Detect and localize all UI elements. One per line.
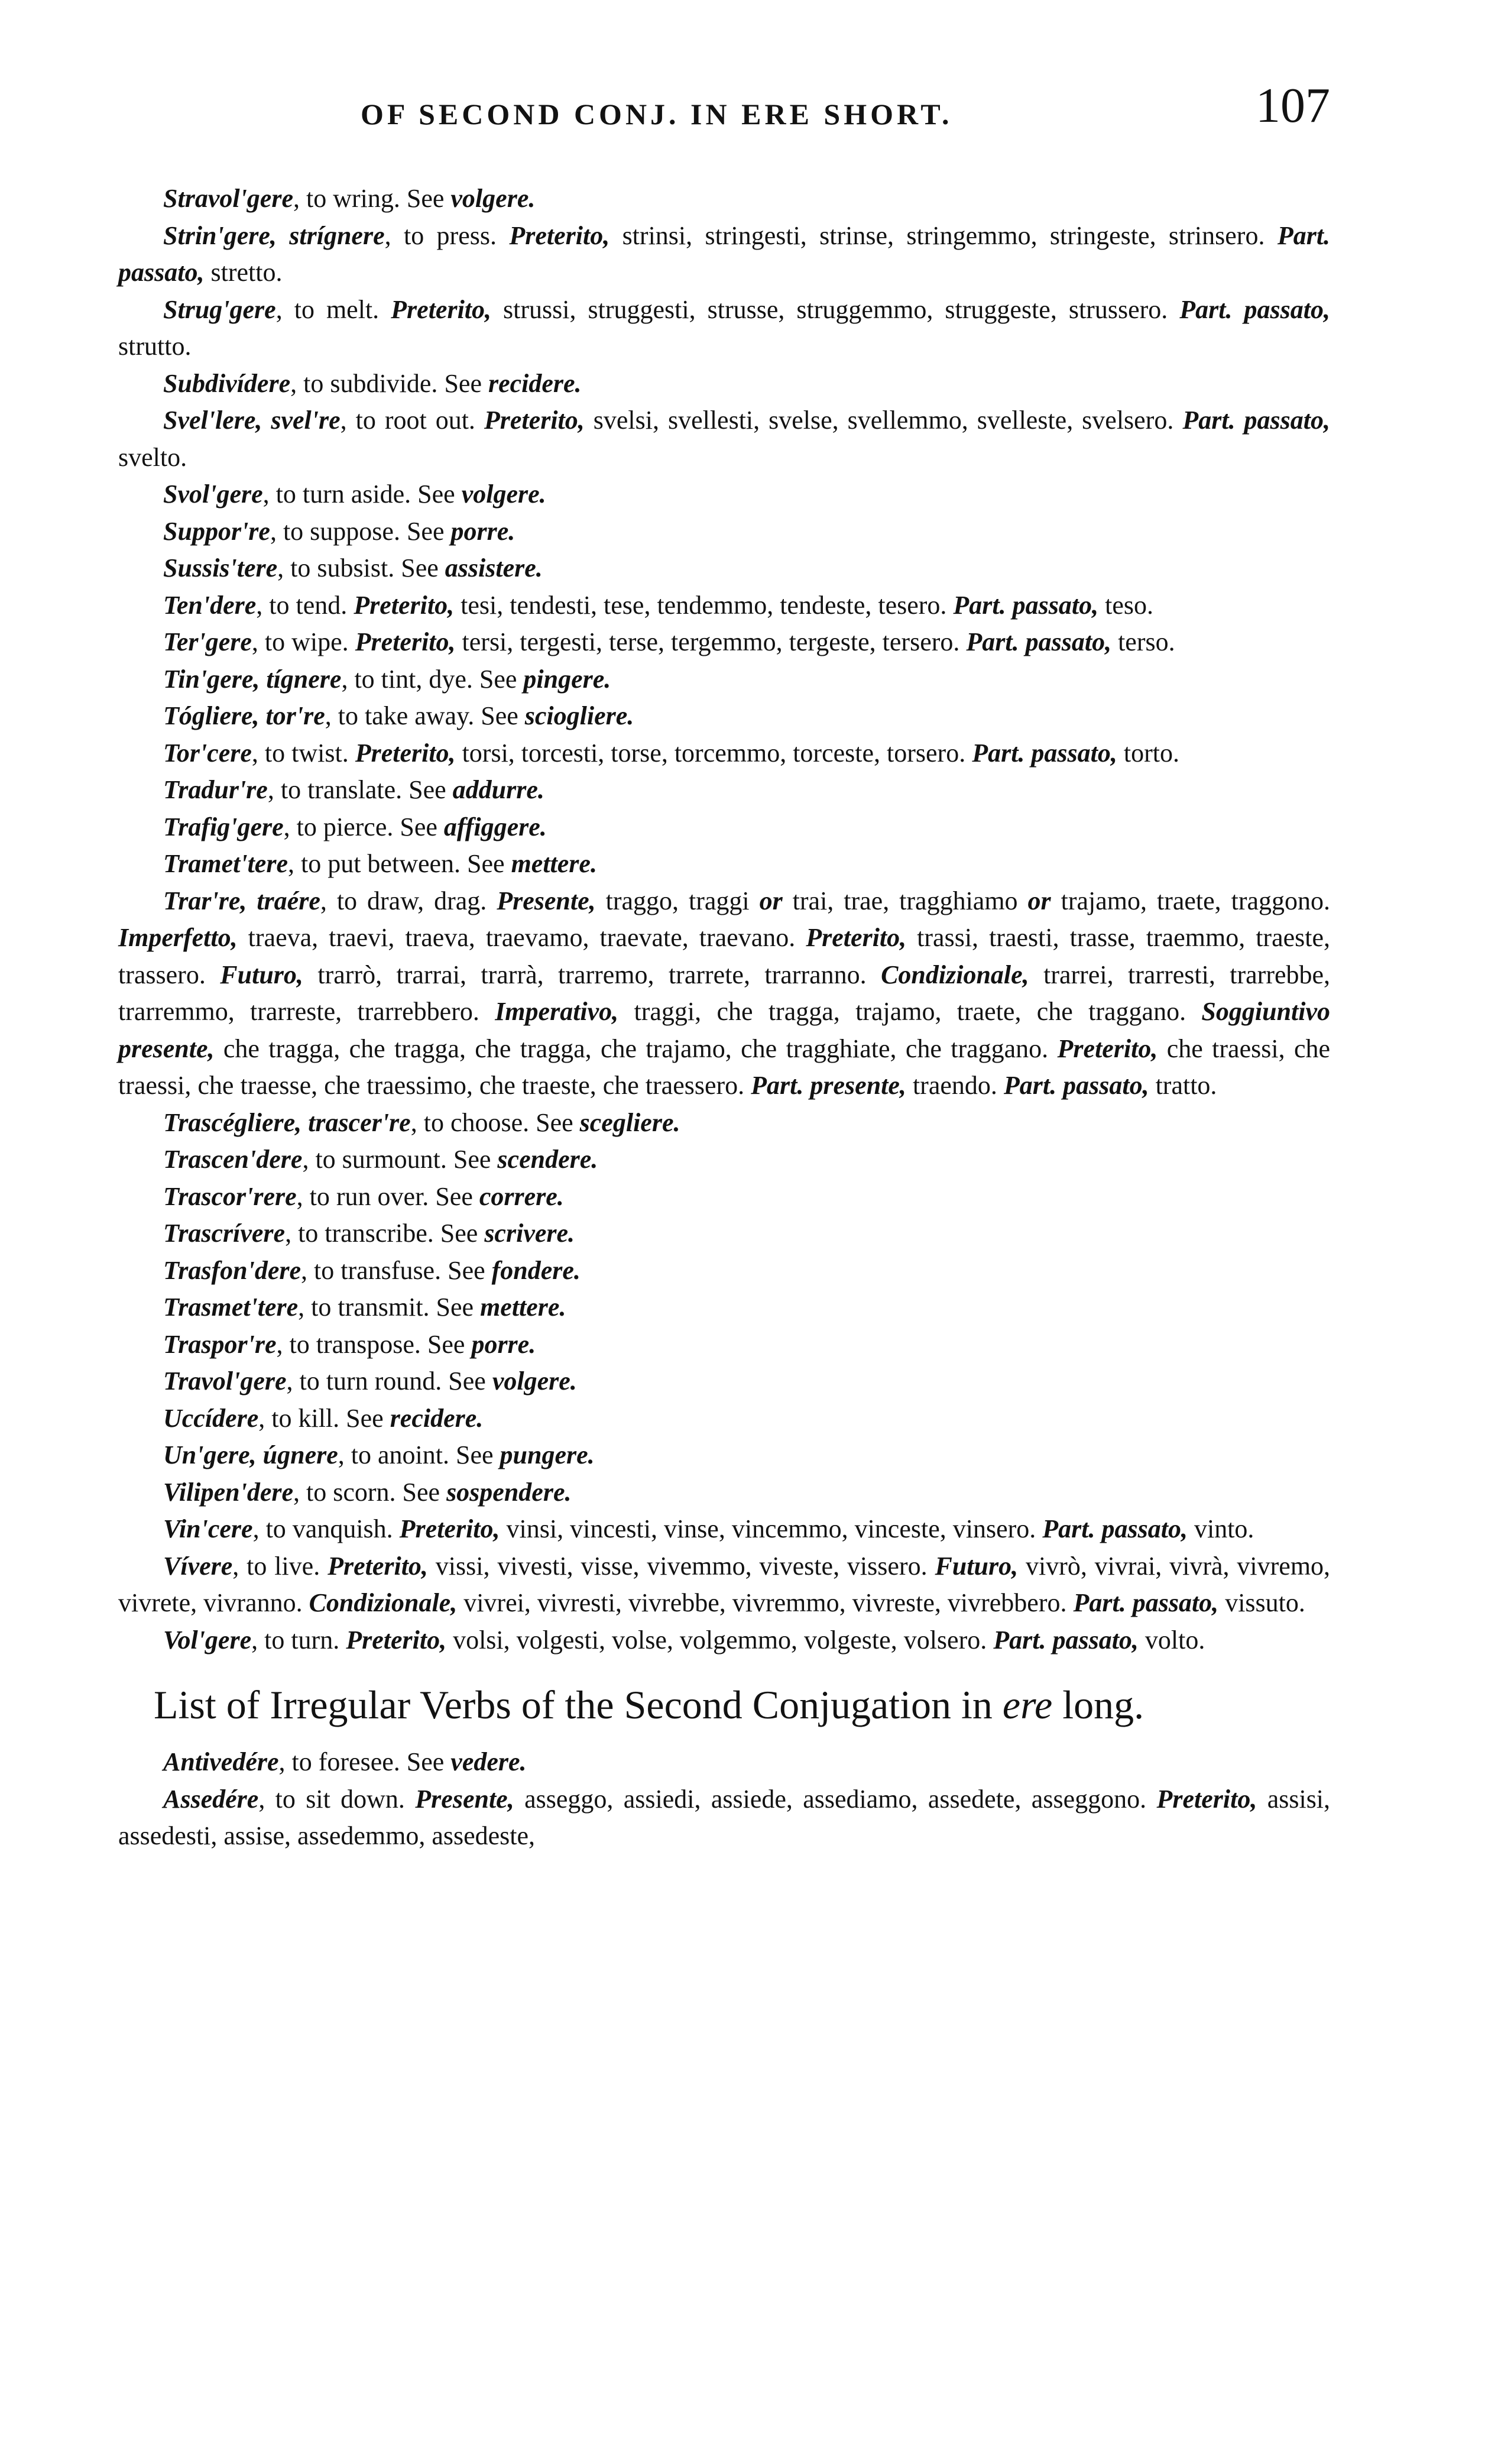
forms: terso. xyxy=(1118,627,1175,656)
see-label: See xyxy=(417,480,455,509)
or-label: or xyxy=(759,886,783,915)
see-label: See xyxy=(400,812,437,841)
headword: Sussis'tere xyxy=(163,553,278,582)
gloss: , to translate. xyxy=(267,775,403,804)
see-label: See xyxy=(406,1747,445,1776)
cross-reference: sciogliere. xyxy=(524,701,634,730)
tense-label: Part. passato, xyxy=(118,221,1331,287)
gloss: , to run over. xyxy=(296,1181,429,1211)
tense-label: Preterito, xyxy=(509,221,610,250)
headword: Travol'gere xyxy=(163,1367,287,1395)
see-label: See xyxy=(408,775,446,804)
forms: vissuto. xyxy=(1225,1588,1305,1617)
gloss: , to live. xyxy=(232,1551,320,1581)
verb-entry xyxy=(118,550,1330,587)
gloss: , to foresee. xyxy=(278,1747,400,1776)
forms: trajamo, traete, traggono. xyxy=(1061,886,1331,915)
headword: Antivedére xyxy=(163,1747,279,1776)
forms: tratto. xyxy=(1155,1071,1217,1100)
see-label: See xyxy=(467,849,505,878)
cross-reference: correre. xyxy=(479,1181,564,1211)
tense-label: Part. passato, xyxy=(1042,1514,1188,1543)
headword: Assedére xyxy=(163,1784,259,1814)
gloss: , to sit down. xyxy=(258,1784,405,1814)
gloss: , to transmit. xyxy=(298,1293,430,1322)
tense-label: Part. passato, xyxy=(972,738,1117,768)
forms: trarrò, trarrai, trarrà, trarremo, trarrete, trarranno. xyxy=(317,960,867,989)
cross-reference: porre. xyxy=(471,1329,536,1359)
verb-entry xyxy=(118,292,1330,365)
headword: Tradur're xyxy=(163,775,268,804)
gloss: , to transpose. xyxy=(276,1329,421,1359)
gloss: , to scorn. xyxy=(293,1477,396,1507)
headword: Vívere xyxy=(163,1551,233,1581)
tense-label: Preterito, xyxy=(484,406,585,435)
verb-entry xyxy=(118,735,1330,772)
gloss: , to press. xyxy=(384,221,497,250)
see-label: See xyxy=(440,1219,478,1248)
gloss: , to put between. xyxy=(287,849,461,878)
forms: strinsi, stringesti, strinse, stringemmo, stringeste, strinsero. xyxy=(622,221,1265,250)
tense-label: Preterito, xyxy=(354,590,455,620)
cross-reference: sospendere. xyxy=(446,1477,572,1507)
cross-reference: recidere. xyxy=(390,1403,484,1433)
page-body xyxy=(118,180,1330,1855)
headword: Trasmet'tere xyxy=(163,1293,299,1322)
see-label: See xyxy=(481,701,518,730)
verb-entry xyxy=(118,587,1330,624)
gloss: , to choose. xyxy=(410,1108,530,1137)
see-label: See xyxy=(406,516,445,546)
cross-reference: assistere. xyxy=(445,553,543,582)
headword: Traspor're xyxy=(163,1329,277,1359)
verb-entry-assedere xyxy=(118,1781,1330,1855)
heading-italic: ere xyxy=(1002,1682,1053,1727)
page-number: 107 xyxy=(1256,78,1330,133)
headword: Stravol'gere xyxy=(163,184,293,213)
verb-entry xyxy=(118,1252,1330,1290)
gloss: , to wipe. xyxy=(251,627,349,656)
headword: Un'gere, úgnere xyxy=(163,1440,338,1469)
cross-reference: volgere. xyxy=(492,1367,577,1395)
cross-reference: volgere. xyxy=(450,184,536,213)
verb-entry xyxy=(118,402,1330,476)
cross-reference: pingere. xyxy=(523,664,611,694)
running-head: OF SECOND CONJ. IN ERE SHORT. xyxy=(361,98,953,131)
verb-entry xyxy=(118,661,1330,698)
verb-entry xyxy=(118,1289,1330,1326)
verb-entry xyxy=(118,180,1330,218)
gloss: , to draw, drag. xyxy=(320,886,487,915)
forms: vinto. xyxy=(1194,1514,1254,1543)
headword: Ter'gere xyxy=(163,627,252,656)
tense-label: Condizionale, xyxy=(309,1588,458,1617)
forms: strutto. xyxy=(118,332,192,361)
headword: Subdivídere xyxy=(163,368,291,398)
tense-label: Part. presente, xyxy=(751,1071,906,1100)
tense-label: Futuro, xyxy=(935,1551,1019,1581)
verb-entry-vivere xyxy=(118,1548,1330,1622)
headword: Vilipen'dere xyxy=(163,1477,293,1507)
cross-reference: scrivere. xyxy=(484,1219,575,1248)
headword: Strug'gere xyxy=(163,294,276,324)
tense-label: Part. passato, xyxy=(1179,294,1330,324)
tense-label: Preterito, xyxy=(1156,1784,1257,1814)
headword: Tor'cere xyxy=(163,738,252,768)
gloss: , to tend. xyxy=(256,590,348,620)
verb-entry xyxy=(118,1178,1330,1216)
verb-entry xyxy=(118,1326,1330,1364)
tense-label: Part. passato, xyxy=(953,590,1099,620)
headword: Trascrívere xyxy=(163,1219,286,1248)
see-label: See xyxy=(536,1108,573,1137)
tense-label: Preterito, xyxy=(399,1514,500,1543)
see-label: See xyxy=(448,1255,485,1285)
headword: Tógliere, tor're xyxy=(163,701,325,730)
see-label: See xyxy=(346,1403,384,1433)
verb-entry xyxy=(118,1141,1330,1178)
forms: vivrei, vivresti, vivrebbe, vivremmo, vivreste, vivrebbero. xyxy=(463,1588,1067,1617)
verb-entry xyxy=(118,1105,1330,1142)
verb-entry xyxy=(118,1363,1330,1400)
forms: trassi, traesti, trasse, traemmo, traeste, trassero. xyxy=(118,923,1331,989)
verb-entry xyxy=(118,476,1330,513)
tense-label: Part. passato, xyxy=(1003,1071,1149,1100)
forms: traeva, traevi, traeva, traevamo, traevate, traevano. xyxy=(248,923,796,952)
forms: volto. xyxy=(1144,1625,1205,1654)
see-label: See xyxy=(453,1145,491,1174)
gloss: , to root out. xyxy=(340,406,475,435)
gloss: , to turn aside. xyxy=(262,480,411,509)
tense-label: Preterito, xyxy=(328,1551,428,1581)
cross-reference: addurre. xyxy=(452,775,544,804)
see-label: See xyxy=(479,664,517,694)
heading-text-end: long. xyxy=(1062,1682,1144,1727)
forms: teso. xyxy=(1105,590,1154,620)
forms: vissi, vivesti, visse, vivemmo, viveste, vissero. xyxy=(435,1551,928,1581)
cross-reference: scendere. xyxy=(497,1145,598,1174)
verb-entry xyxy=(118,218,1330,292)
cross-reference: mettere. xyxy=(511,849,597,878)
forms: trarrei, trarresti, trarrebbe, trarremmo, trarreste, trarrebbero. xyxy=(118,960,1331,1026)
cross-reference: fondere. xyxy=(491,1255,581,1285)
gloss: , to tint, dye. xyxy=(341,664,473,694)
tense-label: Part. passato, xyxy=(966,627,1112,656)
tense-label: Part. passato, xyxy=(993,1625,1139,1654)
verb-entry xyxy=(118,809,1330,846)
headword: Trascégliere, trascer're xyxy=(163,1108,411,1137)
gloss: , to subsist. xyxy=(277,553,395,582)
section-heading xyxy=(154,1680,1330,1730)
headword: Svol'gere xyxy=(163,480,263,509)
cross-reference: mettere. xyxy=(480,1293,566,1322)
gloss: , to melt. xyxy=(275,294,380,324)
tense-label: Preterito, xyxy=(806,923,907,952)
headword: Uccídere xyxy=(163,1403,259,1433)
forms: volsi, volgesti, volse, volgemmo, volgeste, volsero. xyxy=(453,1625,987,1654)
forms: trai, trae, tragghiamo xyxy=(792,886,1018,915)
tense-label: Presente, xyxy=(497,886,596,915)
gloss: , to take away. xyxy=(325,701,475,730)
tense-label: Preterito, xyxy=(355,738,456,768)
headword: Vin'cere xyxy=(163,1514,253,1543)
headword: Svel'lere, svel're xyxy=(163,406,341,435)
verb-entry xyxy=(118,624,1330,661)
forms: che traessi, che traessi, che traesse, che traessimo, che traeste, che traessero. xyxy=(118,1034,1330,1100)
tense-label: Imperfetto, xyxy=(118,923,238,952)
tense-label: Presente, xyxy=(415,1784,514,1814)
headword: Ten'dere xyxy=(163,590,257,620)
gloss: , to anoint. xyxy=(338,1440,449,1469)
forms: che tragga, che tragga, che tragga, che trajamo, che tragghiate, che traggano. xyxy=(223,1034,1049,1063)
cross-reference: vedere. xyxy=(450,1747,527,1776)
gloss: , to wring. xyxy=(293,184,400,213)
verb-entry xyxy=(118,698,1330,735)
verb-entry xyxy=(118,772,1330,809)
see-label: See xyxy=(448,1367,486,1395)
see-label: See xyxy=(455,1440,494,1469)
verb-entry xyxy=(118,846,1330,883)
see-label: See xyxy=(436,1293,474,1322)
tense-label: Imperativo, xyxy=(495,997,619,1026)
cross-reference: volgere. xyxy=(461,480,546,509)
headword: Trar're, traére xyxy=(163,886,320,915)
forms: strussi, struggesti, strusse, struggemmo, struggeste, strussero. xyxy=(503,294,1168,324)
forms: traggi, che tragga, trajamo, traete, che traggano. xyxy=(634,997,1186,1026)
headword: Vol'gere xyxy=(163,1625,252,1654)
headword: Trascor'rere xyxy=(163,1181,297,1211)
headword: Suppor're xyxy=(163,516,270,546)
tense-label: Preterito, xyxy=(1057,1034,1158,1063)
verb-list-long xyxy=(118,1744,1330,1781)
gloss: , to suppose. xyxy=(270,516,400,546)
see-label: See xyxy=(427,1329,465,1359)
heading-text: List of Irregular Verbs of the Second Conjugation in xyxy=(154,1682,993,1727)
forms: tesi, tendesti, tese, tendemmo, tendeste, tesero. xyxy=(461,590,947,620)
verb-entry xyxy=(118,1215,1330,1252)
headword: Strin'gere, strígnere xyxy=(163,221,385,250)
gloss: , to surmount. xyxy=(302,1145,447,1174)
headword: Tramet'tere xyxy=(163,849,288,878)
gloss: , to transcribe. xyxy=(285,1219,434,1248)
forms: traendo. xyxy=(912,1071,997,1100)
verb-entry xyxy=(118,1744,1330,1781)
forms: torsi, torcesti, torse, torcemmo, torceste, torsero. xyxy=(462,738,966,768)
forms: torto. xyxy=(1123,738,1180,768)
gloss: , to turn round. xyxy=(286,1367,442,1395)
verb-list-short-2 xyxy=(118,1105,1330,1548)
see-label: See xyxy=(444,368,482,398)
gloss: , to transfuse. xyxy=(301,1255,442,1285)
headword: Tin'gere, tígnere xyxy=(163,664,342,694)
headword: Trasfon'dere xyxy=(163,1255,301,1285)
tense-label: Futuro, xyxy=(220,960,303,989)
headword: Trascen'dere xyxy=(163,1145,303,1174)
cross-reference: porre. xyxy=(450,516,515,546)
tense-label: Preterito, xyxy=(346,1625,447,1654)
forms: stretto. xyxy=(210,258,283,287)
see-label: See xyxy=(402,1477,440,1507)
verb-entry xyxy=(118,1474,1330,1511)
tense-label: Soggiuntivo presente, xyxy=(118,997,1331,1063)
verb-entry xyxy=(118,1400,1330,1437)
verb-list-short xyxy=(118,180,1330,883)
verb-entry xyxy=(118,513,1330,551)
forms: svelsi, svellesti, svelse, svellemmo, svelleste, svelsero. xyxy=(593,406,1174,435)
see-label: See xyxy=(406,184,445,213)
see-label: See xyxy=(435,1181,473,1211)
verb-entry xyxy=(118,365,1330,403)
page-header xyxy=(118,77,1330,148)
forms: vinsi, vincesti, vinse, vincemmo, vinceste, vinsero. xyxy=(506,1514,1036,1543)
verb-entry-volgere xyxy=(118,1622,1330,1659)
tense-label: Condizionale, xyxy=(881,960,1029,989)
gloss: , to kill. xyxy=(258,1403,340,1433)
cross-reference: affiggere. xyxy=(443,812,547,841)
forms: traggo, traggi xyxy=(605,886,750,915)
gloss: , to turn. xyxy=(251,1625,340,1654)
gloss: , to vanquish. xyxy=(252,1514,393,1543)
tense-label: Preterito, xyxy=(355,627,456,656)
gloss: , to subdivide. xyxy=(290,368,438,398)
see-label: See xyxy=(401,553,439,582)
forms: assisi, assedesti, assise, assedemmo, assedeste, xyxy=(118,1784,1331,1850)
verb-entry xyxy=(118,1511,1330,1548)
verb-entry-trarre xyxy=(118,883,1330,1105)
tense-label: Part. passato, xyxy=(1073,1588,1219,1617)
cross-reference: recidere. xyxy=(488,368,582,398)
gloss: , to twist. xyxy=(251,738,349,768)
forms: svelto. xyxy=(118,442,187,472)
tense-label: Part. passato, xyxy=(1182,406,1331,435)
forms: tersi, tergesti, terse, tergemmo, tergeste, tersero. xyxy=(462,627,960,656)
cross-reference: scegliere. xyxy=(579,1108,680,1137)
cross-reference: pungere. xyxy=(500,1440,595,1469)
headword: Trafig'gere xyxy=(163,812,284,841)
verb-entry xyxy=(118,1437,1330,1474)
forms: asseggo, assiedi, assiede, assediamo, assedete, asseggono. xyxy=(524,1784,1147,1814)
tense-label: Preterito, xyxy=(391,294,492,324)
or-label: or xyxy=(1027,886,1051,915)
forms: vivrò, vivrai, vivrà, vivremo, vivrete, vivranno. xyxy=(118,1551,1331,1617)
gloss: , to pierce. xyxy=(283,812,394,841)
